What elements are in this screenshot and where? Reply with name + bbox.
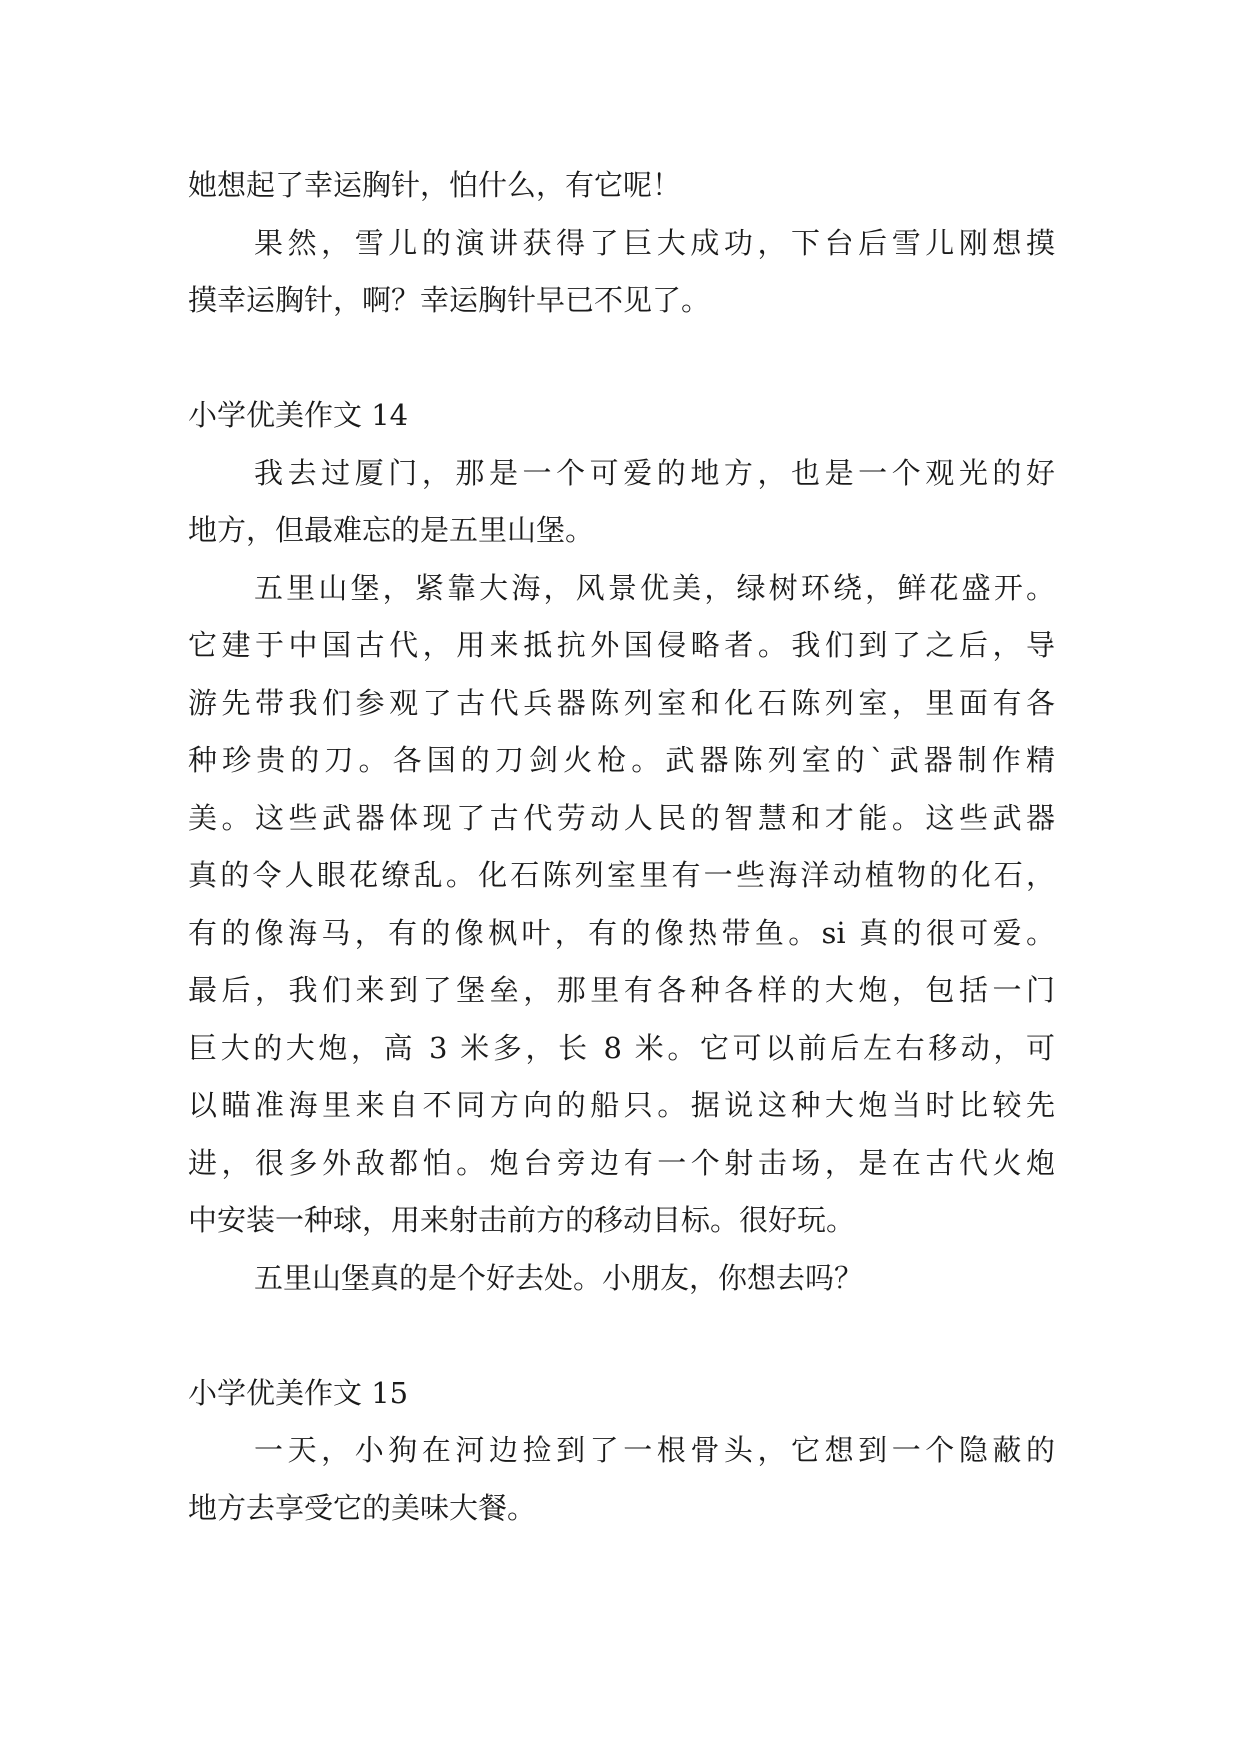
essay-15 — [188, 1365, 1055, 1538]
paragraph-line: 以瞄准海里来自不同方向的船只。据说这种大炮当时比较先 — [188, 1088, 1055, 1122]
paragraph — [188, 157, 1055, 215]
paragraph — [188, 560, 1055, 1250]
paragraph — [188, 1250, 1055, 1308]
paragraph-line: 游先带我们参观了古代兵器陈列室和化石陈列室，里面有各 — [188, 685, 1055, 720]
paragraph-line: 真的令人眼花缭乱。化石陈列室里有一些海洋动植物的化石， — [188, 858, 1055, 892]
paragraph-line: 五里山堡真的是个好去处。小朋友，你想去吗？ — [254, 1260, 864, 1295]
paragraph-line: 地方去享受它的美味大餐。 — [188, 1490, 537, 1525]
paragraph-line: 种珍贵的刀。各国的刀剑火枪。武器陈列室的`武器制作精 — [188, 743, 1055, 777]
essay-13-tail — [188, 157, 1055, 330]
essay-14 — [188, 387, 1055, 1307]
paragraph-line: 五里山堡，紧靠大海，风景优美，绿树环绕，鲜花盛开。 — [254, 570, 1055, 605]
paragraph-line: 中安装一种球，用来射击前方的移动目标。很好玩。 — [188, 1203, 856, 1237]
paragraph-line: 最后，我们来到了堡垒，那里有各种各样的大炮，包括一门 — [188, 973, 1055, 1007]
paragraph-line: 果然，雪儿的演讲获得了巨大成功，下台后雪儿刚想摸 — [254, 225, 1055, 260]
paragraph-line: 它建于中国古代，用来抵抗外国侵略者。我们到了之后，导 — [188, 628, 1055, 662]
paragraph-line: 一天，小狗在河边捡到了一根骨头，它想到一个隐蔽的 — [254, 1433, 1055, 1467]
paragraph-line: 美。这些武器体现了古代劳动人民的智慧和才能。这些武器 — [188, 800, 1055, 835]
paragraph-line: 有的像海马，有的像枫叶，有的像热带鱼。si 真的很可爱。 — [188, 915, 1055, 950]
paragraph-line: 进，很多外敌都怕。炮台旁边有一个射击场，是在古代火炮 — [188, 1145, 1055, 1180]
essay-title: 小学优美作文 15 — [188, 1375, 409, 1410]
paragraph — [188, 1422, 1055, 1537]
paragraph — [188, 445, 1055, 560]
paragraph-line: 地方，但最难忘的是五里山堡。 — [188, 513, 595, 547]
essay-title: 小学优美作文 14 — [188, 398, 409, 432]
paragraph-line: 我去过厦门，那是一个可爱的地方，也是一个观光的好 — [254, 455, 1055, 490]
paragraph-line: 巨大的大炮，高 3 米多，长 8 米。它可以前后左右移动，可 — [188, 1030, 1055, 1065]
paragraph-line: 摸幸运胸针，啊？幸运胸针早已不见了。 — [188, 283, 711, 317]
paragraph-line: 她想起了幸运胸针，怕什么，有它呢！ — [188, 168, 682, 202]
paragraph — [188, 215, 1055, 330]
